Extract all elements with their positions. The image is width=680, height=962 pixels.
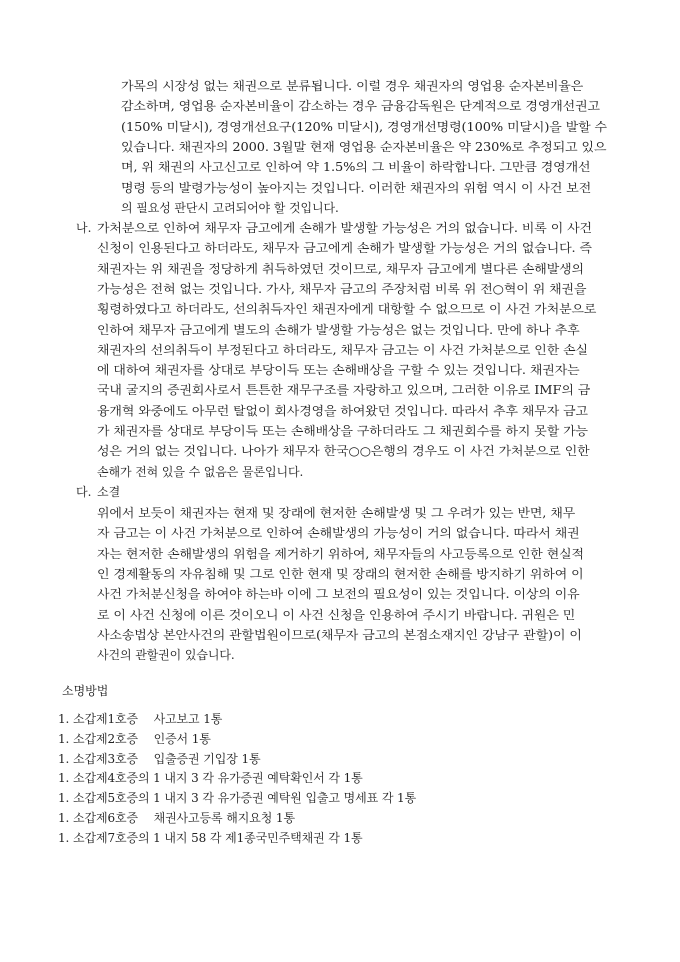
paragraph-line: 의 필요성 판단시 고려되어야 할 것입니다. (121, 201, 339, 215)
paragraph-line: 채권자의 선의취득이 부정된다고 하더라도, 채무자 금고는 이 사건 가처분으로 인한 손실 (97, 343, 588, 357)
paragraph-line: 사건의 관할권이 있습니다. (97, 648, 235, 662)
paragraph-line: 손해가 전혀 있을 수 없음은 물론입니다. (97, 465, 304, 479)
paragraph-line: (150% 미달시), 경영개선요구(120% 미달시), 경영개선명령(100% 미달시)을 발할 수 (121, 120, 607, 134)
evidence-item: 1. 소갑제1호증 사고보고 1통 (58, 712, 223, 726)
paragraph-line: 융개혁 와중에도 아무런 탈없이 회사경영을 하여왔던 것입니다. 따라서 추후 채무자 금고 (97, 404, 588, 418)
paragraph-line: 며, 위 채권의 사고신고로 인하여 약 1.5%의 그 비율이 하락합니다. 그만큼 경영개선 (121, 160, 591, 174)
paragraph-line: 성은 거의 없는 것입니다. 나아가 채무자 한국○○은행의 경우도 이 사건 가처분으로 인한 (97, 444, 590, 458)
paragraph-line: 위에서 보듯이 채권자는 현재 및 장래에 현저한 손해발생 및 그 우려가 있는 반면, 채무 (97, 506, 576, 520)
paragraph-line: 신청이 인용된다고 하더라도, 채무자 금고에게 손해가 발생할 가능성은 거의 없습니다. 즉 (97, 241, 592, 255)
paragraph-line: 횡령하였다고 하더라도, 선의취득자인 채권자에게 대항할 수 없으므로 이 사건 가처분으로 (97, 302, 597, 316)
evidence-item: 1. 소갑제7호증의 1 내지 58 각 제1종국민주택채권 각 1통 (58, 831, 363, 845)
section-marker-da: 다. (76, 485, 92, 499)
paragraph-line: 감소하며, 영업용 순자본비율이 감소하는 경우 금융감독원은 단계적으로 경영개선권고 (121, 99, 600, 113)
paragraph-line: 가능성은 전혀 없는 것입니다. 가사, 채무자 금고의 주장처럼 비록 위 전○혁이 위 채권을 (97, 282, 587, 296)
paragraph-line: 국내 굴지의 증권회사로서 튼튼한 재무구조를 자랑하고 있으며, 그러한 이유로 IMF의 금 (97, 383, 591, 397)
paragraph-line: 가 채권자를 상대로 부당이득 또는 손해배상을 구하더라도 그 채권회수를 하지 못할 가능 (97, 424, 588, 438)
paragraph-line: 사건 가처분신청을 하여야 하는바 이에 그 보전의 필요성이 있는 것입니다. 이상의 이유 (97, 587, 580, 601)
paragraph-line: 에 대하여 채권자를 상대로 부당이득 또는 손해배상을 구할 수 있는 것입니다. 채권자는 (97, 363, 580, 377)
paragraph-line: 가처분으로 인하여 채무자 금고에게 손해가 발생할 가능성은 거의 없습니다. 비록 이 사건 (97, 221, 592, 235)
paragraph-line: 자 금고는 이 사건 가처분으로 인하여 손해발생의 가능성이 거의 없습니다. 따라서 채권 (97, 526, 580, 540)
paragraph-line: 명령 등의 발령가능성이 높아지는 것입니다. 이러한 채권자의 위험 역시 이 사건 보전 (121, 181, 592, 195)
section-marker-na: 나. (76, 221, 92, 235)
paragraph-line: 가목의 시장성 없는 채권으로 분류됩니다. 이럴 경우 채권자의 영업용 순자본비율은 (121, 79, 584, 93)
paragraph-line: 사소송법상 본안사건의 관할법원이므로(채무자 금고의 본점소재지인 강남구 관할)이 이 (97, 628, 582, 642)
paragraph-line: 로 이 사건 신청에 이른 것이오니 이 사건 신청을 인용하여 주시기 바랍니다. 귀원은 민 (97, 608, 576, 622)
evidence-item: 1. 소갑제5호증의 1 내지 3 각 유가증권 예탁원 입출고 명세표 각 1통 (58, 791, 417, 805)
evidence-item: 1. 소갑제6호증 채권사고등록 해지요청 1통 (58, 811, 295, 825)
evidence-item: 1. 소갑제4호증의 1 내지 3 각 유가증권 예탁확인서 각 1통 (58, 771, 363, 785)
paragraph-line: 채권자는 위 채권을 정당하게 취득하였던 것이므로, 채무자 금고에게 별다른 손해발생의 (97, 262, 584, 276)
section-title: 소결 (97, 485, 121, 499)
evidence-item: 1. 소갑제3호증 입출증권 기입장 1통 (58, 752, 261, 766)
evidence-item: 1. 소갑제2호증 인증서 1통 (58, 732, 211, 746)
paragraph-line: 인하여 채무자 금고에게 별도의 손해가 발생할 가능성은 없는 것입니다. 만에 하나 추후 (97, 323, 580, 337)
paragraph-line: 자는 현저한 손해발생의 위험을 제거하기 위하여, 채무자들의 사고등록으로 인한 현실적 (97, 547, 584, 561)
paragraph-line: 인 경제활동의 자유침해 및 그로 인한 현재 및 장래의 현저한 손해를 방지하기 위하여 이 (97, 567, 584, 581)
evidence-heading: 소명방법 (62, 684, 109, 698)
paragraph-line: 있습니다. 채권자의 2000. 3월말 현재 영업용 순자본비율은 약 230%로 추정되고 있으 (121, 140, 607, 154)
